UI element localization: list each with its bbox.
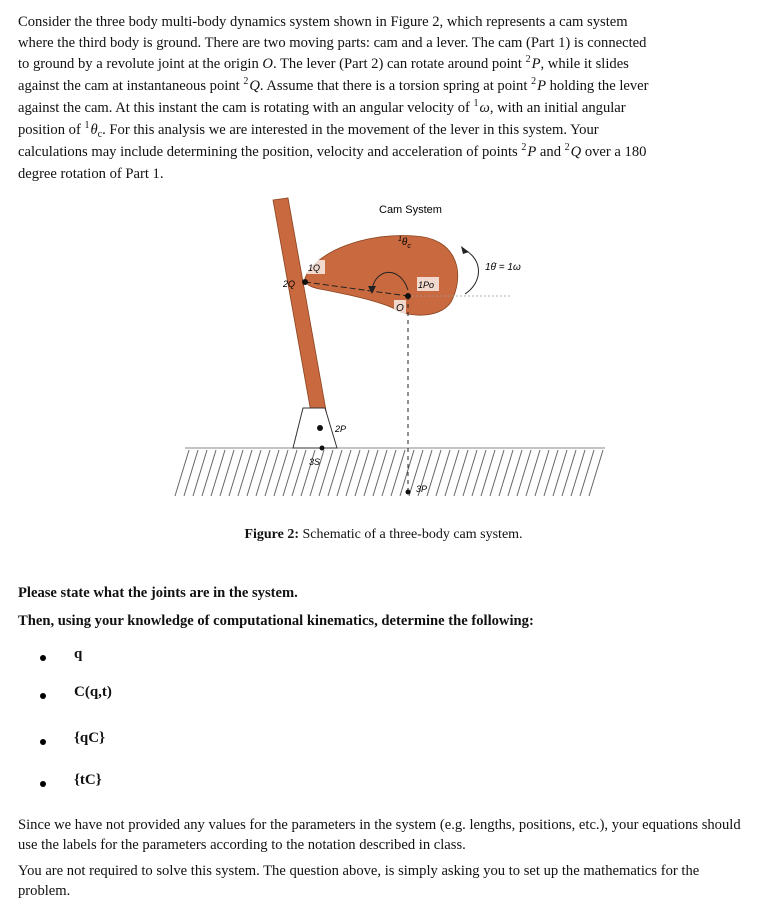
list-item-q: q bbox=[74, 646, 83, 662]
hatch-line bbox=[571, 450, 585, 496]
hatch-line bbox=[319, 450, 333, 496]
label-o: O bbox=[396, 303, 404, 314]
question-kinematics: Then, using your knowledge of computational kinematics, determine the following: bbox=[18, 613, 534, 629]
hatch-line bbox=[589, 450, 603, 496]
hatch-line bbox=[517, 450, 531, 496]
omega-label: 1θ̇ = 1ω bbox=[485, 262, 521, 273]
label-1q: 1Q bbox=[308, 263, 321, 273]
hatch-line bbox=[256, 450, 270, 496]
pin-support bbox=[293, 408, 337, 448]
bullet-dot bbox=[40, 739, 46, 745]
hatch-line bbox=[283, 450, 297, 496]
label-3s: 3S bbox=[309, 457, 321, 467]
hatch-line bbox=[292, 450, 306, 496]
point-o bbox=[405, 293, 411, 299]
intro-line-1: Consider the three body multi-body dynamics system shown in Figure 2, which represents a cam system bbox=[18, 14, 628, 30]
hatch-line bbox=[265, 450, 279, 496]
note-parameters: Since we have not provided any values for the parameters in the system (e.g. lengths, positions, etc.), your equations should use the labels for the parameters according to the notation described in class. bbox=[18, 817, 741, 853]
hatch-line bbox=[391, 450, 405, 496]
hatch-line bbox=[436, 450, 450, 496]
theta-c-label: $^1\theta_c$ bbox=[398, 236, 411, 250]
point-2p bbox=[317, 425, 323, 431]
hatch-line bbox=[247, 450, 261, 496]
hatch-line bbox=[220, 450, 234, 496]
label-2q: 2Q bbox=[283, 279, 296, 289]
hatch-line bbox=[337, 450, 351, 496]
hatch-line bbox=[229, 450, 243, 496]
hatch-line bbox=[346, 450, 360, 496]
intro-line-8: degree rotation of Part 1. bbox=[18, 166, 164, 182]
cam-body bbox=[305, 235, 458, 315]
intro-line-6: position of $^1\theta_c$. For this analysis we are interested in the movement of the lever in this system. Your bbox=[18, 120, 599, 140]
hatch-line bbox=[211, 450, 225, 496]
hatch-line bbox=[562, 450, 576, 496]
question-joints: Please state what the joints are in the system. bbox=[18, 585, 298, 601]
hatch-line bbox=[445, 450, 459, 496]
hatch-line bbox=[508, 450, 522, 496]
note-setup: You are not required to solve this system. The question above, is simply asking you to set up the mathematics for the problem. bbox=[18, 863, 700, 899]
bullet-dot bbox=[40, 781, 46, 787]
figure-title: Cam System bbox=[379, 204, 442, 216]
hatch-line bbox=[454, 450, 468, 496]
bullet-dot bbox=[40, 693, 46, 699]
omega-arrowhead bbox=[461, 246, 469, 254]
list-item bbox=[40, 646, 240, 676]
hatch-line bbox=[355, 450, 369, 496]
list-item-constraint: C(q,t) bbox=[74, 684, 112, 700]
point-3p bbox=[406, 490, 411, 495]
label-3p: 3P bbox=[416, 484, 428, 494]
intro-line-3: to ground by a revolute joint at the origin O. The lever (Part 2) can rotate around point $^2$P, while it slides bbox=[18, 54, 629, 72]
list-item bbox=[40, 772, 240, 802]
hatch-line bbox=[382, 450, 396, 496]
hatch-line bbox=[526, 450, 540, 496]
omega-arc bbox=[465, 250, 479, 294]
hatch-line bbox=[202, 450, 216, 496]
hatch-line bbox=[481, 450, 495, 496]
hatch-line bbox=[580, 450, 594, 496]
point-3s bbox=[320, 446, 325, 451]
hatch-line bbox=[184, 450, 198, 496]
hatch-line bbox=[373, 450, 387, 496]
hatch-line bbox=[472, 450, 486, 496]
list-item bbox=[40, 730, 240, 760]
hatch-line bbox=[328, 450, 342, 496]
hatch-line bbox=[553, 450, 567, 496]
hatch-line bbox=[175, 450, 189, 496]
hatch-line bbox=[535, 450, 549, 496]
intro-line-7: calculations may include determining the position, velocity and acceleration of points $^2$P and $^2$Q over a 180 bbox=[18, 142, 647, 160]
hatch-line bbox=[274, 450, 288, 496]
list-item bbox=[40, 684, 240, 714]
hatch-line bbox=[427, 450, 441, 496]
hatch-line bbox=[490, 450, 504, 496]
hatch-line bbox=[499, 450, 513, 496]
bullet-dot bbox=[40, 655, 46, 661]
problem-statement bbox=[18, 12, 746, 185]
hatch-line bbox=[238, 450, 252, 496]
label-2p: 2P bbox=[335, 424, 347, 434]
list-item-time-derivative: {tC} bbox=[74, 772, 102, 788]
hatch-line bbox=[364, 450, 378, 496]
hatch-line bbox=[463, 450, 477, 496]
hatch-line bbox=[193, 450, 207, 496]
ground-hatch bbox=[175, 448, 605, 496]
label-1po: 1Po bbox=[418, 280, 435, 290]
cam-system-schematic bbox=[165, 190, 615, 510]
point-2q bbox=[302, 279, 308, 285]
intro-line-5: against the cam. At this instant the cam is rotating with an angular velocity of $^1$ω, with an initial angular bbox=[18, 98, 626, 116]
hatch-line bbox=[400, 450, 414, 496]
intro-line-2: where the third body is ground. There are two moving parts: cam and a lever. The cam (Part 1) is connected bbox=[18, 35, 647, 51]
figure-caption: Figure 2: Schematic of a three-body cam system. bbox=[244, 527, 523, 542]
intro-line-4: against the cam at instantaneous point $^2$Q. Assume that there is a torsion spring at point $^2$P holding the lever bbox=[18, 76, 649, 94]
hatch-line bbox=[544, 450, 558, 496]
list-item-jacobian: {qC} bbox=[74, 730, 105, 746]
